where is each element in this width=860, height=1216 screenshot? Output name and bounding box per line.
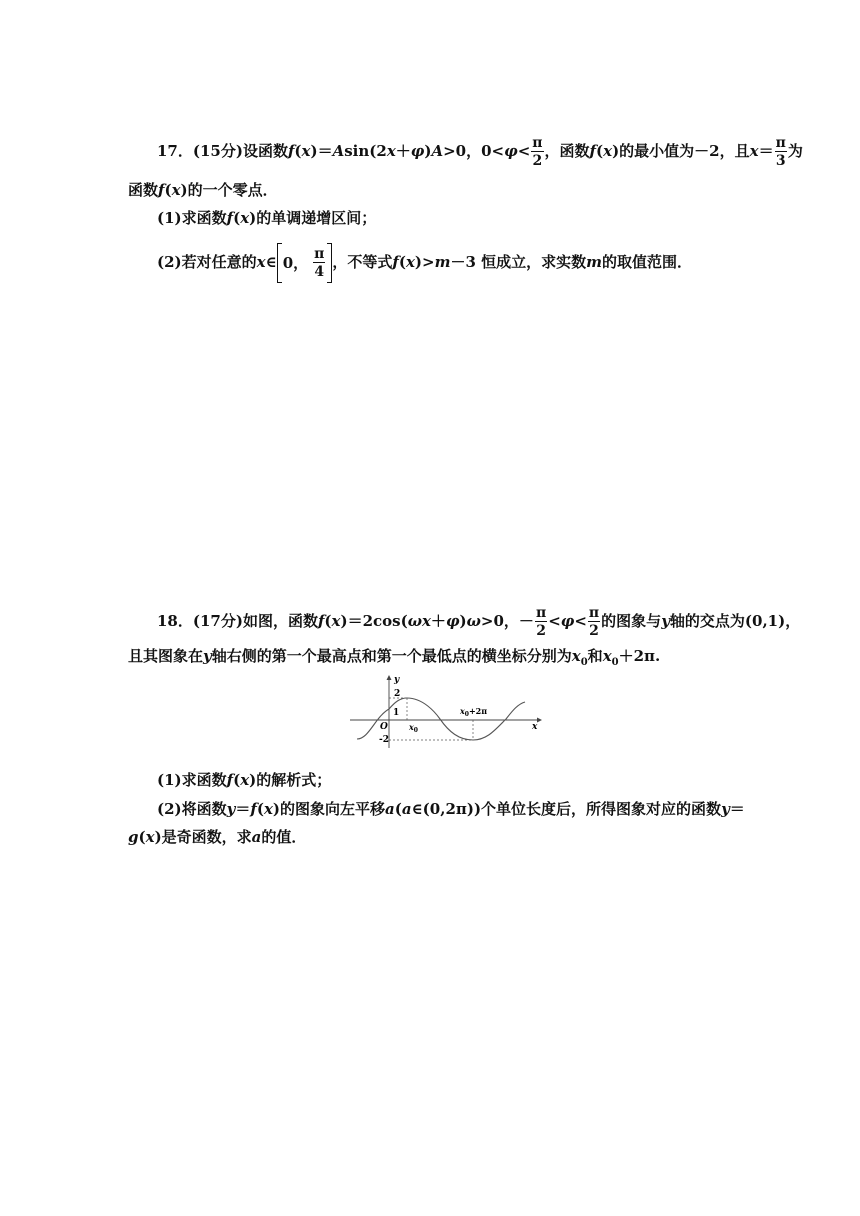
q18-line-2: 且其图象在y轴右侧的第一个最高点和第一个最低点的横坐标分别为$x_0$和$x_0+2\pi$. bbox=[128, 647, 661, 668]
q18-part-2: (2)将函数y＝f(x)的图象向左平移a(a∈(0,2π))个单位长度后，所得图象对应的函数y＝ bbox=[157, 800, 745, 818]
cosine-graph bbox=[345, 672, 545, 752]
fraction-pi-over-2: $\frac{\pi}{2}$ bbox=[535, 605, 547, 639]
cosine-curve bbox=[357, 698, 525, 740]
q18-part-2-cont: g(x)是奇函数，求a的值． bbox=[128, 828, 307, 846]
x-axis-label: x bbox=[532, 722, 538, 732]
q18-part-1: (1)求函数f(x)的解析式； bbox=[157, 771, 332, 789]
origin-label: O bbox=[380, 722, 388, 732]
closed-interval: 0， $\frac{\pi}{4}$ bbox=[277, 247, 333, 279]
x0-label: $x_0$ bbox=[409, 722, 418, 734]
q17-line-2: 函数f(x)的一个零点． bbox=[128, 181, 278, 199]
fraction-pi-over-2: $\frac{\pi}{2}$ bbox=[532, 135, 543, 169]
q17-line-1: 17．(15分)设函数f(x)＝Asin(2x＋φ)A>0，0<φ< $\frac{\pi}{2}$ ，函数f(x)的最小值为－2，且x＝ $\frac{\pi}{3}$ 为 bbox=[157, 135, 803, 169]
fraction-pi-over-2: $\frac{\pi}{2}$ bbox=[588, 605, 600, 639]
tick-label-2: 2 bbox=[394, 689, 401, 699]
x0-plus-2pi-label: $x_0+2\pi$ bbox=[460, 706, 488, 718]
tick-label-1: 1 bbox=[393, 708, 400, 718]
fraction-pi-over-3: $\frac{\pi}{3}$ bbox=[775, 135, 786, 169]
tick-label-neg2: -2 bbox=[379, 735, 389, 745]
q17-label: 17．(15分)设函数 bbox=[157, 142, 288, 160]
q18-label: 18．(17分)如图，函数 bbox=[157, 612, 318, 630]
q17-part-1: (1)求函数f(x)的单调递增区间； bbox=[157, 209, 377, 227]
y-axis-label: y bbox=[394, 675, 400, 685]
q17-part-2: (2)若对任意的x∈ 0， $\frac{\pi}{4}$ ，不等式f(x)>m－3 恒成立，求实数m的取值范围． bbox=[157, 246, 693, 280]
fraction-pi-over-4: $\frac{\pi}{4}$ bbox=[314, 246, 325, 280]
q18-line-1: 18．(17分)如图，函数f(x)＝2cos(ωx＋φ)ω>0，－ $\frac{\pi}{2}$ <φ< $\frac{\pi}{2}$ 的图象与y轴的交点为(0,1)， bbox=[157, 605, 801, 639]
x-axis-arrow bbox=[537, 718, 542, 723]
y-axis-arrow bbox=[387, 675, 392, 680]
